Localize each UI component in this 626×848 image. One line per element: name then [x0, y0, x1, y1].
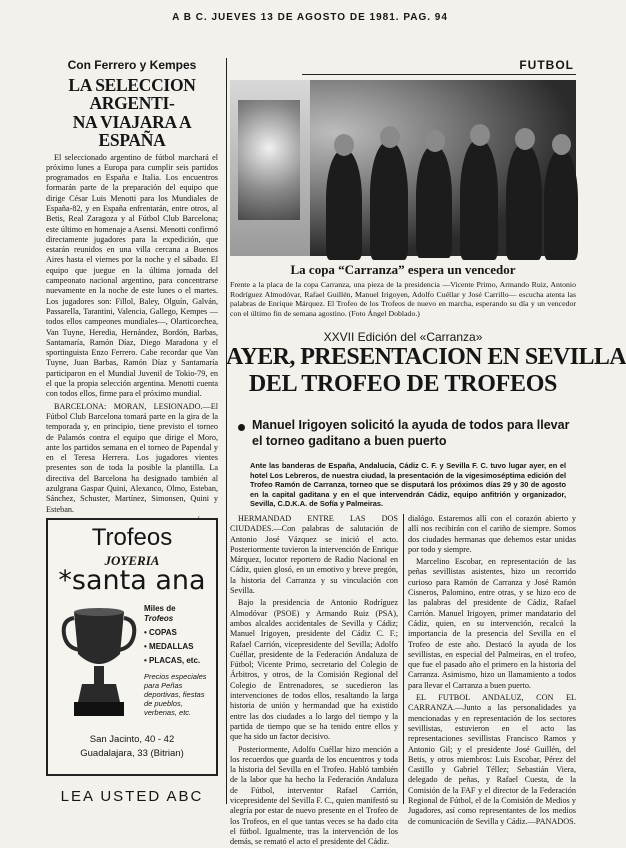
left-article: [46, 58, 218, 514]
photo-caption-text: Frente a la placa de la copa Carranza, una pieza de la presidencia —Vicente Primo, Armando Ruiz, Antonio Rodríguez Almodóvar, Rafael Guillén, Manuel Irigoyen, Adolfo Cuéllar y José Carrillo— escucha atenta las palabras de Enrique Márquez. El Trofeo de los Trofeos de nuevo en marcha, esperando su día y un vencedor con el último fin de semana agostino. (Foto Ángel Doblado.): [230, 280, 576, 318]
person-face: [380, 126, 400, 148]
left-headline-1: LA SELECCION ARGENTI-: [68, 75, 196, 114]
presentation-photo: [230, 80, 576, 256]
main-headline-2: DEL TROFEO DE TROFEOS: [248, 371, 558, 397]
ad-address-1: San Jacinto, 40 - 42: [89, 734, 175, 745]
main-paragraph: EL FUTBOL ANDALUZ, CON EL CARRANZA.—Junto a las personalidades ya mencionadas y en representación de los sectores sevillistas, estuvieron en el acto las representaciones sevillistas Francisco Ramos y Antonio Gil; y el presidente José Guillén, del Betis, y otros miembros: Luis Escobar, Pérez del Castillo y Gabriel Téllez; Sebastián Viera, delegado de peñas, y Rafael Cuesta, de la Comisión de la FAF y el director de la Federación Regional de Fútbol, el de la Comisión de Medios y Jugadores, así como representantes de los medios de comunicación de Sevilla y Cádiz.—PANADOS.: [408, 693, 576, 826]
person-face: [334, 134, 354, 156]
person-face: [470, 124, 490, 146]
page-header: A B C. JUEVES 13 DE AGOSTO DE 1981. PAG. 94: [172, 12, 448, 23]
ad-subtitle: JOYERIA: [104, 553, 160, 568]
header-rule: [302, 74, 576, 75]
left-body: [46, 153, 218, 538]
trophy-placard: [238, 100, 300, 220]
person-figure: [370, 142, 408, 260]
person-figure: [544, 150, 578, 260]
person-face: [552, 134, 571, 155]
column-rule-2: [403, 514, 404, 804]
left-paragraph: BARCELONA: MORAN, LESIONADO.—El Fútbol Club Barcelona tomará parte en la gira de la temporada y, en principio, tiene previsto el torneo de Palamós contra el equipo que dirige el Moro, ante los partidos semana en el torneo de Papendal y en el Teresa Herrera. Los jugadores vientes presentes son de toda la posible la plantilla. La directiva del Barcelona ha designado también al azulgrana Gaspar Quini, Alexanco, Olmo, Esteban, Sánchez, Schuster, Martínez, Simonsen, Quini y Esteban.: [46, 401, 218, 514]
ad-title: Trofeos: [91, 524, 173, 551]
ad-list: [144, 604, 214, 717]
main-subhead: Manuel Irigoyen solicitó la ayuda de todos para llevar el torneo gaditano a buen puerto: [252, 418, 570, 448]
main-column-2: [408, 514, 576, 826]
main-paragraph: Marcelino Escobar, en representación de las peñas sevillistas asistentes, hizo un recorrido curioso para Ramón de Carranza y José Ramón Cisneros, Palomino, entre otras, y se hizo eco de las palabras del presidente de Cádiz, Rafael Carrión. Manuel Irigoyen, primer mandatario del Cádiz, quien, en su intervención, recalcó la importancia de la presencia del Sevilla en el Trofeo de este año. Destacó la ayuda de los sevillistas, en especial del Palmeiras, en el trofeo, que fue el pasado año el primero en la historia del Carranza. Asimismo, hizo un llamamiento a todos para llevar el Carranza a buen puerto.: [408, 557, 576, 690]
ad-line: • COPAS: [144, 628, 177, 637]
left-kicker: Con Ferrero y Kempes: [67, 58, 197, 72]
person-figure: [506, 144, 542, 260]
person-figure: [326, 150, 362, 260]
left-paragraph: El seleccionado argentino de fútbol marchará el próximo lunes a Europa para cumplir seis partidos programados en España e Italia. Los encuentros formarán parte de la preparación del equipo que dirige César Luis Menotti para los Mundiales de España-82, y en España enfrentarán, entre otros, al Betis, Real Zaragoza y al Fútbol Club Barcelona; este último en homenaje a Asensi. Menotti confirmó directamente jugadores para la expedición, que estarán reunidos en una villa cercana a Buenos Aires hasta el viernes por la noche y el sábado. El equipo que juegue en la última jornada del campeonato nacional argentino, para concentrarse nuevamente en la noche de este lunes o el martes. Los jugadores son: Fillol, Baley, Olguín, Galván, Passarella, Tarantini, Valencia, Gallego, Kempes —todos ellos campeones mundiales—, Olarticoechea, Van Tuyne, Heredia, Hernández, Bordón, Barbas, Santamaría, Ramón Díaz, Diego Maradona y el sportinguista Enzo Ferrero. Cabe recordar que Van Tuyne, Juan Barbas, Ramón Díaz y Santamaría participaron en el Mundial Juvenil de Tokio-79, en el que la propia selección argentina. Menotti cuenta con todos ellos, firme para el próximo mundial.: [46, 152, 218, 399]
ad-line: • MEDALLAS: [144, 642, 194, 651]
ad-line: Miles de: [144, 604, 176, 613]
photo-caption-title: La copa “Carranza” espera un vencedor: [290, 262, 516, 277]
ad-line: • PLACAS, etc.: [144, 656, 201, 665]
ad-line: Precios especiales para Peñas deportivas, fiestas de pueblos, verbenas, etc.: [144, 672, 207, 717]
main-paragraph: dialógo. Estaremos allí con el corazón abierto y allí nos recibirán con el cariño de siempre. Somos dos ciudades hermanas que debemos estar unidas por todo y siempre.: [408, 514, 576, 554]
person-figure: [460, 140, 498, 260]
main-paragraph: HERMANDAD ENTRE LAS DOS CIUDADES.—Con palabras de salutación de Antonio José Vázquez se inició el acto. Posteriormente tuvieron la intervención de Enrique Márquez, locutor reportero de Radio Nacional en Cádiz, quien glosó, en un emotivo y breve pregón, la historia del Carranza y su vinculación con Sevilla.: [230, 514, 398, 596]
trophy-advertisement: [46, 518, 218, 776]
left-headline-2: NA VIAJARA A ESPAÑA: [72, 111, 192, 151]
ad-address-2: Guadalajara, 33 (Bitrian): [80, 748, 184, 759]
person-face: [425, 130, 445, 152]
footer-slogan: LEA USTED ABC: [60, 788, 204, 805]
subhead-bullet-icon: [238, 424, 245, 431]
person-face: [515, 128, 535, 150]
main-headline-1: AYER, PRESENTACION EN SEVILLA: [226, 344, 626, 370]
column-rule: [226, 58, 227, 804]
section-label: FUTBOL: [519, 58, 574, 72]
main-paragraph: Posteriormente, Adolfo Cuéllar hizo mención a los recuerdos que guarda de los encuentros y toda la historia del Sevilla en el Trofeo. Habló también de la labor que ha hecho la Federación Andaluza de Fútbol, interventor Rafael Carrión, vicepresidente del Sevilla F. C., quien manifestó su alegría por estar de nuevo presente en el Trofeo de los Trofeos, en el que tantas veces se ha dado cita el fútbol. Igualmente, tras la intervención de los demás, se remató el acto el presidente del Cádiz.: [230, 744, 398, 847]
person-figure: [416, 146, 452, 258]
main-column-1: [230, 514, 398, 847]
ad-brand: *santa ana: [58, 565, 206, 596]
main-paragraph: Bajo la presidencia de Antonio Rodríguez Almodóvar (PSOE) y Armando Ruiz (PSA), ambos alcaldes accidentales de Sevilla y Cádiz; Manuel Irigoyen, presidente del Cádiz C. F.; Rafael Carrión, vicepresidente del Sevilla; Adolfo Cuéllar, presidente de la Federación Andaluza de Fútbol; Vicente Primo, secretario del Colegio de Árbitros, y otros, de la Comisión Regional del Colegio de Entrenadores, se sucedieron las intervenciones de todos ellos, resaltando la larga historia de unión y hermandad que ha existido entre las dos ciudades a lo largo del tiempo y la partida de tiempo que se ha tenido entre ellos y que ha sido un factor decisivo.: [230, 598, 398, 742]
main-lead: Ante las banderas de España, Andalucía, Cádiz C. F. y Sevilla F. C. tuvo lugar ayer, en el hotel Los Lebreros, de nuestra ciudad, la presentación de la vigesimoséptima edición del Trofeo Ramón de Carranza, torneo que se disputará los próximos días 29 y 30 de agosto en la capital gaditana y en el que intervendrán Cádiz, equipo anfitrión y organizador, Sevilla, C.D.K.A. de Sofía y Palmeiras.: [250, 461, 566, 509]
main-kicker: XXVII Edición del «Carranza»: [323, 330, 483, 344]
ad-line: Trofeos: [144, 614, 174, 623]
trophy-icon: [60, 604, 138, 724]
